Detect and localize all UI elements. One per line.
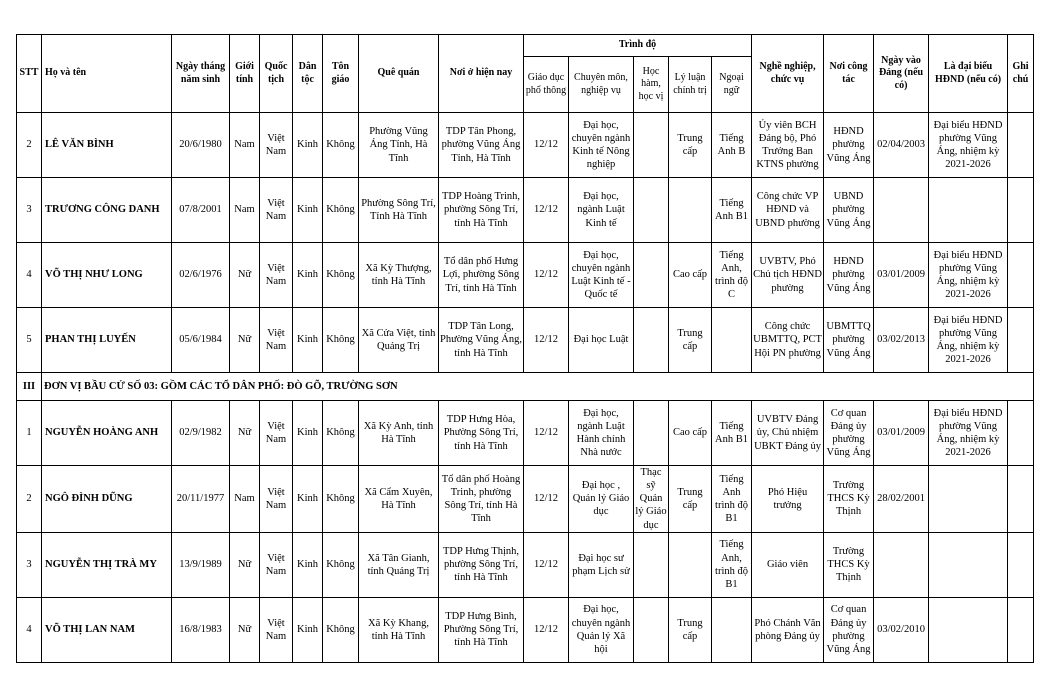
general-education-cell: 12/12	[524, 178, 569, 243]
name-cell: VÕ THỊ NHƯ LONG	[42, 243, 172, 308]
general-education-cell: 12/12	[524, 466, 569, 533]
political-theory-cell: Cao cấp	[669, 401, 712, 466]
political-theory-cell	[669, 532, 712, 597]
nationality-cell: Việt Nam	[260, 401, 293, 466]
table-header	[17, 35, 1034, 113]
nationality-cell: Việt Nam	[260, 113, 293, 178]
general-education-cell: 12/12	[524, 308, 569, 373]
council-delegate-cell: Đại biểu HĐND phường Vũng Áng, nhiệm kỳ 2021-2026	[929, 308, 1008, 373]
religion-cell: Không	[323, 243, 359, 308]
religion-cell: Không	[323, 532, 359, 597]
political-theory-cell: Trung cấp	[669, 308, 712, 373]
header-nghe-nghiep: Nghề nghiệp, chức vụ	[752, 35, 824, 113]
foreign-language-cell: Tiếng Anh, trình độ C	[712, 243, 752, 308]
council-delegate-cell: Đại biểu HĐND phường Vũng Áng, nhiệm kỳ 2021-2026	[929, 243, 1008, 308]
hometown-cell: Xã Cửa Việt, tỉnh Quảng Trị	[359, 308, 439, 373]
stt-cell: 3	[17, 532, 42, 597]
header-stt: STT	[17, 35, 42, 113]
stt-cell: 2	[17, 466, 42, 533]
gender-cell: Nữ	[230, 243, 260, 308]
residence-cell: Tổ dân phố Hoàng Trinh, phường Sông Trí, tỉnh Hà Tĩnh	[439, 466, 524, 533]
foreign-language-cell: Tiếng Anh B1	[712, 178, 752, 243]
stt-cell: 3	[17, 178, 42, 243]
table-body	[17, 113, 1034, 663]
notes-cell	[1008, 308, 1034, 373]
table-row	[17, 401, 1034, 466]
header-ly-luan: Lý luận chính trị	[669, 57, 712, 113]
table-row	[17, 243, 1034, 308]
header-ton-giao: Tôn giáo	[323, 35, 359, 113]
academic-title-cell	[634, 308, 669, 373]
residence-cell: TDP Tân Long, Phường Vũng Áng, tỉnh Hà Tĩnh	[439, 308, 524, 373]
nationality-cell: Việt Nam	[260, 466, 293, 533]
hometown-cell: Xã Tân Gianh, tỉnh Quảng Trị	[359, 532, 439, 597]
party-join-date-cell	[874, 178, 929, 243]
gender-cell: Nữ	[230, 401, 260, 466]
birth-date-cell: 02/6/1976	[172, 243, 230, 308]
birth-date-cell: 16/8/1983	[172, 597, 230, 662]
stt-cell: 1	[17, 401, 42, 466]
workplace-cell: UBND phường Vũng Áng	[824, 178, 874, 243]
candidate-table	[16, 34, 1034, 663]
nationality-cell: Việt Nam	[260, 308, 293, 373]
name-cell: NGUYỄN THỊ TRÀ MY	[42, 532, 172, 597]
table-row	[17, 597, 1034, 662]
foreign-language-cell	[712, 308, 752, 373]
residence-cell: TDP Hưng Hòa, Phường Sông Trí, tỉnh Hà Tĩnh	[439, 401, 524, 466]
gender-cell: Nữ	[230, 308, 260, 373]
ethnicity-cell: Kinh	[293, 308, 323, 373]
stt-cell: 2	[17, 113, 42, 178]
table-row	[17, 532, 1034, 597]
specialization-cell: Đại học, chuyên ngành Kinh tế Nông nghiệp	[569, 113, 634, 178]
ethnicity-cell: Kinh	[293, 178, 323, 243]
foreign-language-cell: Tiếng Anh trình độ B1	[712, 466, 752, 533]
party-join-date-cell: 28/02/2001	[874, 466, 929, 533]
ethnicity-cell: Kinh	[293, 401, 323, 466]
residence-cell: TDP Hưng Bình, Phường Sông Trí, tỉnh Hà Tĩnh	[439, 597, 524, 662]
religion-cell: Không	[323, 597, 359, 662]
workplace-cell: Trường THCS Kỳ Thịnh	[824, 466, 874, 533]
workplace-cell: HĐND phường Vũng Áng	[824, 113, 874, 178]
foreign-language-cell: Tiếng Anh B	[712, 113, 752, 178]
occupation-cell: Giáo viên	[752, 532, 824, 597]
party-join-date-cell	[874, 532, 929, 597]
section-number: III	[17, 373, 42, 401]
gender-cell: Nữ	[230, 597, 260, 662]
header-gd-pho-thong: Giáo dục phổ thông	[524, 57, 569, 113]
header-ngay-sinh: Ngày tháng năm sinh	[172, 35, 230, 113]
specialization-cell: Đại học, ngành Luật Hành chính Nhà nước	[569, 401, 634, 466]
party-join-date-cell: 03/02/2013	[874, 308, 929, 373]
header-quoc-tich: Quốc tịch	[260, 35, 293, 113]
residence-cell: Tổ dân phố Hưng Lợi, phường Sông Trí, tỉnh Hà Tĩnh	[439, 243, 524, 308]
occupation-cell: UVBTV, Phó Chủ tịch HĐND phường	[752, 243, 824, 308]
general-education-cell: 12/12	[524, 532, 569, 597]
foreign-language-cell: Tiếng Anh B1	[712, 401, 752, 466]
header-que-quan: Quê quán	[359, 35, 439, 113]
council-delegate-cell: Đại biểu HĐND phường Vũng Áng, nhiệm kỳ 2021-2026	[929, 401, 1008, 466]
header-ho-ten: Họ và tên	[42, 35, 172, 113]
header-noi-cong-tac: Nơi công tác	[824, 35, 874, 113]
header-ngay-vao-dang: Ngày vào Đảng (nếu có)	[874, 35, 929, 113]
header-noi-o: Nơi ở hiện nay	[439, 35, 524, 113]
workplace-cell: HĐND phường Vũng Áng	[824, 243, 874, 308]
political-theory-cell: Trung cấp	[669, 113, 712, 178]
notes-cell	[1008, 113, 1034, 178]
hometown-cell: Xã Cẩm Xuyên, Hà Tĩnh	[359, 466, 439, 533]
academic-title-cell: Thạc sỹ Quản lý Giáo dục	[635, 467, 667, 531]
name-cell: PHAN THỊ LUYẾN	[42, 308, 172, 373]
occupation-cell: UVBTV Đảng ủy, Chủ nhiệm UBKT Đảng ủy	[752, 401, 824, 466]
specialization-cell: Đại học, chuyên ngành Luật Kinh tế - Quốc tế	[569, 243, 634, 308]
religion-cell: Không	[323, 308, 359, 373]
council-delegate-cell	[929, 466, 1008, 533]
academic-title-cell	[634, 178, 669, 243]
general-education-cell: 12/12	[524, 113, 569, 178]
table-row	[17, 113, 1034, 178]
header-dai-bieu: Là đại biểu HĐND (nếu có)	[929, 35, 1008, 113]
gender-cell: Nam	[230, 466, 260, 533]
general-education-cell: 12/12	[524, 597, 569, 662]
council-delegate-cell	[929, 597, 1008, 662]
nationality-cell: Việt Nam	[260, 532, 293, 597]
foreign-language-cell: Tiếng Anh, trình độ B1	[712, 532, 752, 597]
ethnicity-cell: Kinh	[293, 466, 323, 533]
hometown-cell: Xã Kỳ Khang, tỉnh Hà Tĩnh	[359, 597, 439, 662]
notes-cell	[1008, 178, 1034, 243]
name-cell: LÊ VĂN BÌNH	[42, 113, 172, 178]
stt-cell: 4	[17, 597, 42, 662]
header-ngoai-ngu: Ngoại ngữ	[712, 57, 752, 113]
birth-date-cell: 05/6/1984	[172, 308, 230, 373]
religion-cell: Không	[323, 178, 359, 243]
birth-date-cell: 20/6/1980	[172, 113, 230, 178]
birth-date-cell: 07/8/2001	[172, 178, 230, 243]
occupation-cell: Phó Hiệu trưởng	[752, 466, 824, 533]
party-join-date-cell: 03/02/2010	[874, 597, 929, 662]
religion-cell: Không	[323, 401, 359, 466]
political-theory-cell: Trung cấp	[669, 597, 712, 662]
general-education-cell: 12/12	[524, 401, 569, 466]
header-chuyen-mon: Chuyên môn, nghiệp vụ	[569, 57, 634, 113]
notes-cell	[1008, 597, 1034, 662]
party-join-date-cell: 02/04/2003	[874, 113, 929, 178]
gender-cell: Nam	[230, 178, 260, 243]
general-education-cell: 12/12	[524, 243, 569, 308]
notes-cell	[1008, 401, 1034, 466]
residence-cell: TDP Tân Phong, phường Vũng Áng Tỉnh, Hà Tĩnh	[439, 113, 524, 178]
academic-title-cell	[634, 597, 669, 662]
header-gioi-tinh: Giới tính	[230, 35, 260, 113]
section-row	[17, 373, 1034, 401]
table-row	[17, 466, 1034, 533]
occupation-cell: Phó Chánh Văn phòng Đảng ủy	[752, 597, 824, 662]
ethnicity-cell: Kinh	[293, 532, 323, 597]
residence-cell: TDP Hoàng Trinh, phường Sông Trí, tỉnh Hà Tĩnh	[439, 178, 524, 243]
header-hoc-ham: Học hàm, học vị	[634, 57, 669, 113]
name-cell: TRƯƠNG CÔNG DANH	[42, 178, 172, 243]
academic-title-cell	[634, 113, 669, 178]
ethnicity-cell: Kinh	[293, 113, 323, 178]
academic-title-cell	[634, 532, 669, 597]
academic-title-cell	[634, 243, 669, 308]
workplace-cell: UBMTTQ phường Vũng Áng	[824, 308, 874, 373]
workplace-cell: Cơ quan Đảng ủy phường Vũng Áng	[824, 401, 874, 466]
specialization-cell: Đại học, chuyên ngành Quản lý Xã hội	[569, 597, 634, 662]
political-theory-cell: Cao cấp	[669, 243, 712, 308]
stt-cell: 5	[17, 308, 42, 373]
occupation-cell: Ủy viên BCH Đảng bộ, Phó Trưởng Ban KTNS phường	[752, 113, 824, 178]
residence-cell: TDP Hưng Thịnh, phường Sông Trí, tỉnh Hà Tĩnh	[439, 532, 524, 597]
specialization-cell: Đại học, ngành Luật Kinh tế	[569, 178, 634, 243]
workplace-cell: Trường THCS Kỳ Thịnh	[824, 532, 874, 597]
gender-cell: Nữ	[230, 532, 260, 597]
religion-cell: Không	[323, 113, 359, 178]
name-cell: VÕ THỊ LAN NAM	[42, 597, 172, 662]
party-join-date-cell: 03/01/2009	[874, 243, 929, 308]
hometown-cell: Xã Kỳ Thượng, tỉnh Hà Tĩnh	[359, 243, 439, 308]
specialization-cell: Đại học sư phạm Lịch sử	[569, 532, 634, 597]
table-row	[17, 308, 1034, 373]
workplace-cell: Cơ quan Đảng ủy phường Vũng Áng	[824, 597, 874, 662]
religion-cell: Không	[323, 466, 359, 533]
occupation-cell: Công chức VP HĐND và UBND phường	[752, 178, 824, 243]
name-cell: NGUYỄN HOÀNG ANH	[42, 401, 172, 466]
name-cell: NGÔ ĐÌNH DŨNG	[42, 466, 172, 533]
hometown-cell: Phường Sông Trí, Tỉnh Hà Tĩnh	[359, 178, 439, 243]
council-delegate-cell: Đại biểu HĐND phường Vũng Áng, nhiệm kỳ 2021-2026	[929, 113, 1008, 178]
ethnicity-cell: Kinh	[293, 597, 323, 662]
specialization-cell: Đại học Luật	[569, 308, 634, 373]
academic-title-cell	[634, 401, 669, 466]
specialization-cell: Đại học , Quản lý Giáo dục	[569, 466, 634, 533]
hometown-cell: Phường Vũng Áng Tỉnh, Hà Tĩnh	[359, 113, 439, 178]
birth-date-cell: 13/9/1989	[172, 532, 230, 597]
ethnicity-cell: Kinh	[293, 243, 323, 308]
gender-cell: Nam	[230, 113, 260, 178]
hometown-cell: Xã Kỳ Anh, tỉnh Hà Tĩnh	[359, 401, 439, 466]
political-theory-cell: Trung cấp	[669, 466, 712, 533]
nationality-cell: Việt Nam	[260, 178, 293, 243]
foreign-language-cell	[712, 597, 752, 662]
nationality-cell: Việt Nam	[260, 597, 293, 662]
header-dan-toc: Dân tộc	[293, 35, 323, 113]
nationality-cell: Việt Nam	[260, 243, 293, 308]
occupation-cell: Công chức UBMTTQ, PCT Hội PN phường	[752, 308, 824, 373]
table-row	[17, 178, 1034, 243]
notes-cell	[1008, 532, 1034, 597]
birth-date-cell: 20/11/1977	[172, 466, 230, 533]
party-join-date-cell: 03/01/2009	[874, 401, 929, 466]
notes-cell	[1008, 466, 1034, 533]
birth-date-cell: 02/9/1982	[172, 401, 230, 466]
notes-cell	[1008, 243, 1034, 308]
stt-cell: 4	[17, 243, 42, 308]
council-delegate-cell	[929, 178, 1008, 243]
council-delegate-cell	[929, 532, 1008, 597]
political-theory-cell	[669, 178, 712, 243]
header-ghi-chu: Ghi chú	[1008, 35, 1034, 113]
header-trinh-do: Trình độ	[524, 35, 752, 57]
section-title: ĐƠN VỊ BẦU CỬ SỐ 03: GỒM CÁC TỔ DÂN PHỐ: ĐÒ GÕ, TRƯỜNG SƠN	[42, 373, 1034, 401]
